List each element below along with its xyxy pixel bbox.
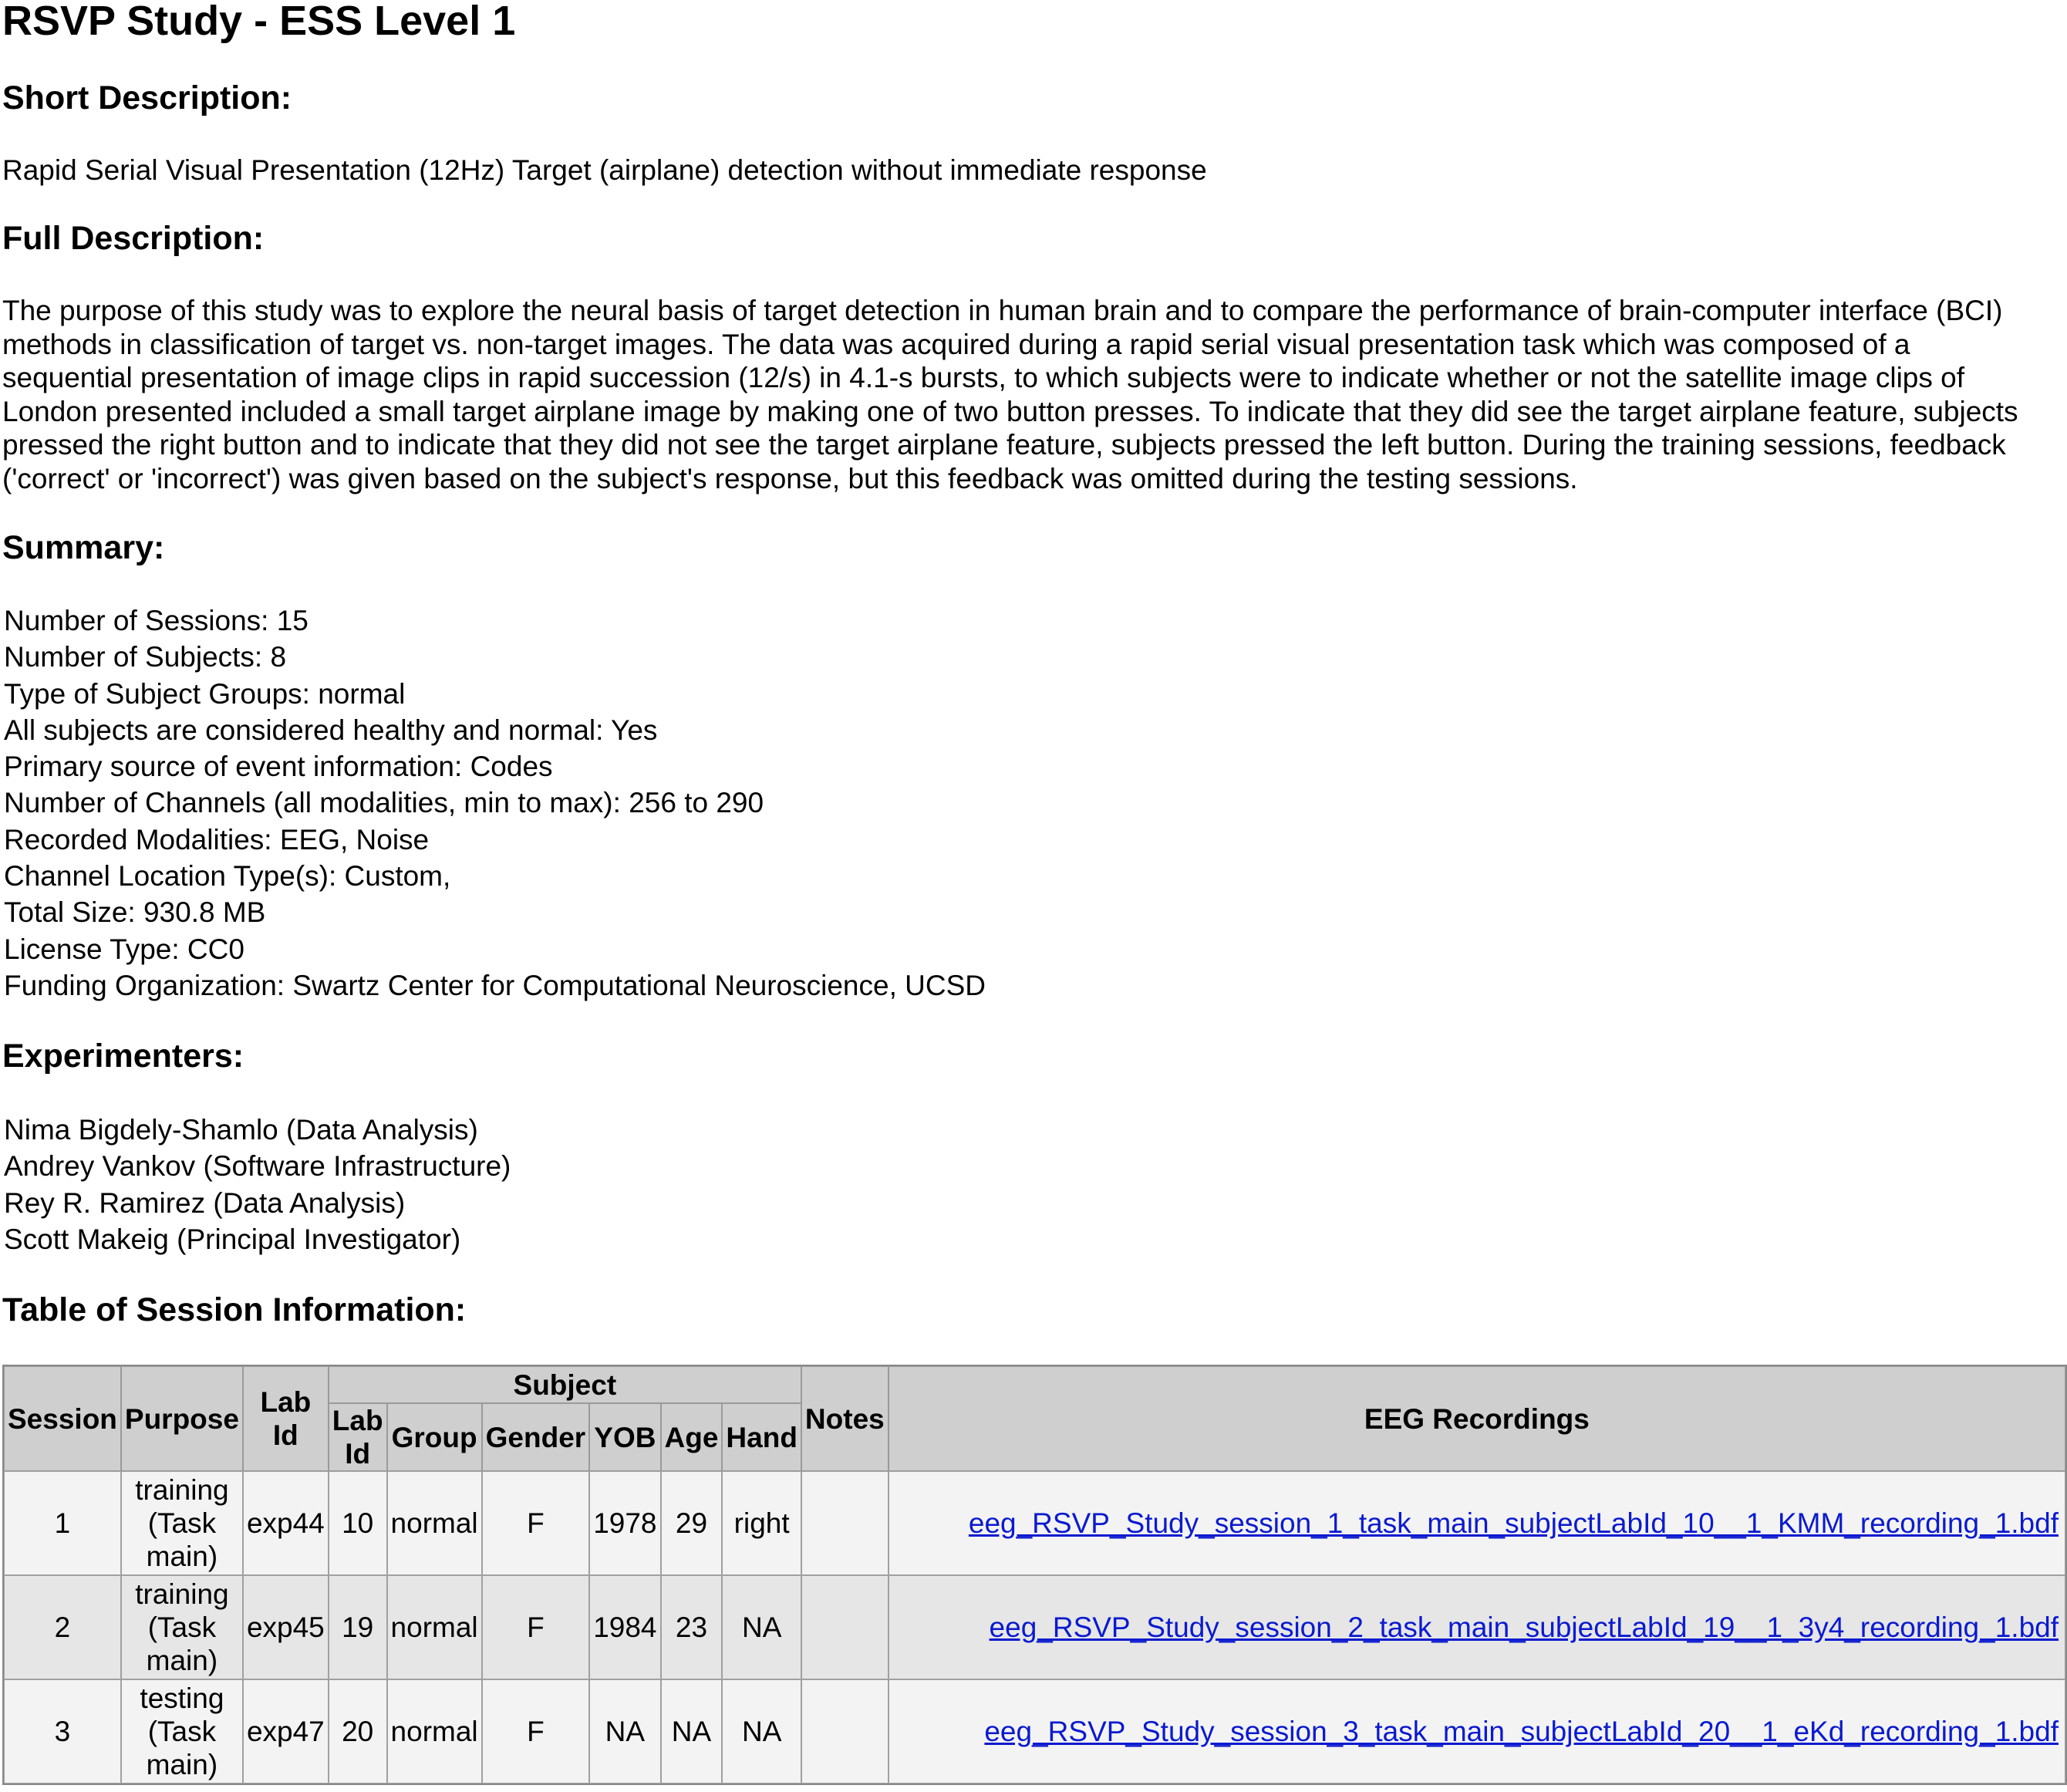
col-age: Age: [661, 1403, 723, 1471]
cell-gender: F: [482, 1679, 590, 1784]
experimenter-item: Nima Bigdely-Shamlo (Data Analysis): [4, 1114, 478, 1146]
cell-lab-id: exp44: [243, 1471, 329, 1575]
cell-recording: [889, 1679, 2065, 1784]
session-table: [2, 1365, 2067, 1785]
cell-lab-id: exp45: [243, 1575, 329, 1679]
cell-group: normal: [387, 1471, 482, 1575]
cell-yob: 1984: [589, 1575, 660, 1679]
cell-subject-lab-id: 19: [329, 1575, 387, 1679]
cell-notes: [801, 1575, 889, 1679]
cell-age: 29: [661, 1471, 723, 1575]
summary-item: Recorded Modalities: EEG, Noise: [4, 823, 430, 856]
cell-gender: F: [482, 1471, 590, 1575]
col-subject-lab-id: Lab Id: [329, 1403, 387, 1471]
cell-session: 3: [4, 1679, 121, 1784]
cell-purpose: training (Task main): [121, 1471, 243, 1575]
cell-subject-lab-id: 20: [329, 1679, 387, 1784]
short-description-text: Rapid Serial Visual Presentation (12Hz) Target (airplane) detection without immediate response: [2, 154, 1207, 186]
col-notes: Notes: [801, 1366, 889, 1471]
summary-item: Channel Location Type(s): Custom,: [4, 860, 451, 893]
cell-session: 1: [4, 1471, 121, 1575]
experimenter-item: Andrey Vankov (Software Infrastructure): [4, 1150, 511, 1183]
experimenters-list: [4, 1112, 511, 1257]
col-purpose: Purpose: [121, 1366, 243, 1471]
cell-recording: [889, 1575, 2065, 1679]
col-session: Session: [4, 1366, 121, 1471]
col-eeg-recordings: EEG Recordings: [889, 1366, 2065, 1471]
short-description-heading: Short Description:: [2, 79, 292, 116]
cell-group: normal: [387, 1679, 482, 1784]
cell-lab-id: exp47: [243, 1679, 329, 1784]
col-lab-id: Lab Id: [243, 1366, 329, 1471]
cell-hand: NA: [722, 1575, 801, 1679]
col-yob: YOB: [589, 1403, 660, 1471]
cell-hand: NA: [722, 1679, 801, 1784]
experimenters-heading: Experimenters:: [2, 1038, 244, 1075]
summary-item: Number of Sessions: 15: [4, 605, 309, 636]
cell-age: 23: [661, 1575, 723, 1679]
recording-link[interactable]: eeg_RSVP_Study_session_1_task_main_subjectLabId_10__1_KMM_recording_1.bdf: [968, 1507, 2059, 1539]
cell-notes: [801, 1471, 889, 1575]
session-table-heading: Table of Session Information:: [2, 1291, 467, 1328]
experimenter-item: Rey R. Ramirez (Data Analysis): [4, 1186, 406, 1219]
experimenter-item: Scott Makeig (Principal Investigator): [4, 1223, 461, 1255]
cell-hand: right: [722, 1471, 801, 1575]
summary-heading: Summary:: [2, 529, 165, 566]
summary-item: All subjects are considered healthy and normal: Yes: [4, 714, 658, 746]
summary-item: Funding Organization: Swartz Center for Computational Neuroscience, UCSD: [4, 969, 986, 1001]
summary-item: Number of Subjects: 8: [4, 641, 287, 673]
summary-item: Total Size: 930.8 MB: [4, 896, 266, 929]
full-description-heading: Full Description:: [2, 220, 265, 257]
cell-subject-lab-id: 10: [329, 1471, 387, 1575]
summary-item: Primary source of event information: Codes: [4, 751, 553, 783]
summary-item: Number of Channels (all modalities, min to max): 256 to 290: [4, 787, 764, 819]
summary-item: License Type: CC0: [4, 933, 244, 965]
page-title: RSVP Study - ESS Level 1: [2, 0, 516, 44]
table-row: [4, 1575, 2065, 1679]
cell-purpose: training (Task main): [121, 1575, 243, 1679]
col-group: Group: [387, 1403, 482, 1471]
cell-yob: 1978: [589, 1471, 660, 1575]
cell-purpose: testing (Task main): [121, 1679, 243, 1784]
table-row: [4, 1471, 2065, 1575]
col-subject-group: Subject: [329, 1366, 801, 1403]
cell-group: normal: [387, 1575, 482, 1679]
col-hand: Hand: [722, 1403, 801, 1471]
recording-link[interactable]: eeg_RSVP_Study_session_2_task_main_subjectLabId_19__1_3y4_recording_1.bdf: [989, 1611, 2059, 1643]
cell-session: 2: [4, 1575, 121, 1679]
summary-item: Type of Subject Groups: normal: [4, 677, 406, 710]
full-description-text: The purpose of this study was to explore the neural basis of target detection in human brain and to compare the performance of brain-computer interface (BCI) methods in classification of target vs. non-target images. The data was acquired during a rapid serial visual presentation task which was composed of a sequential presentation of image clips in rapid succession (12/s) in 4.1-s bursts, to which subjects were to indicate whether or not the satellite image clips of London presented included a small target airplane image by making one of two button presses. To indicate that they did see the target airplane feature, subjects pressed the right button and to indicate that they did not see the target airplane feature, subjects pressed the left button. During the training sessions, feedback ('correct' or 'incorrect') was given based on the subject's response, but this feedback was omitted during the testing sessions.: [2, 295, 2018, 494]
cell-recording: [889, 1471, 2065, 1575]
cell-yob: NA: [589, 1679, 660, 1784]
table-row: [4, 1679, 2065, 1784]
cell-notes: [801, 1679, 889, 1784]
col-gender: Gender: [482, 1403, 590, 1471]
recording-link[interactable]: eeg_RSVP_Study_session_3_task_main_subjectLabId_20__1_eKd_recording_1.bdf: [984, 1716, 2059, 1747]
summary-list: [4, 602, 986, 1004]
cell-gender: F: [482, 1575, 590, 1679]
cell-age: NA: [661, 1679, 723, 1784]
